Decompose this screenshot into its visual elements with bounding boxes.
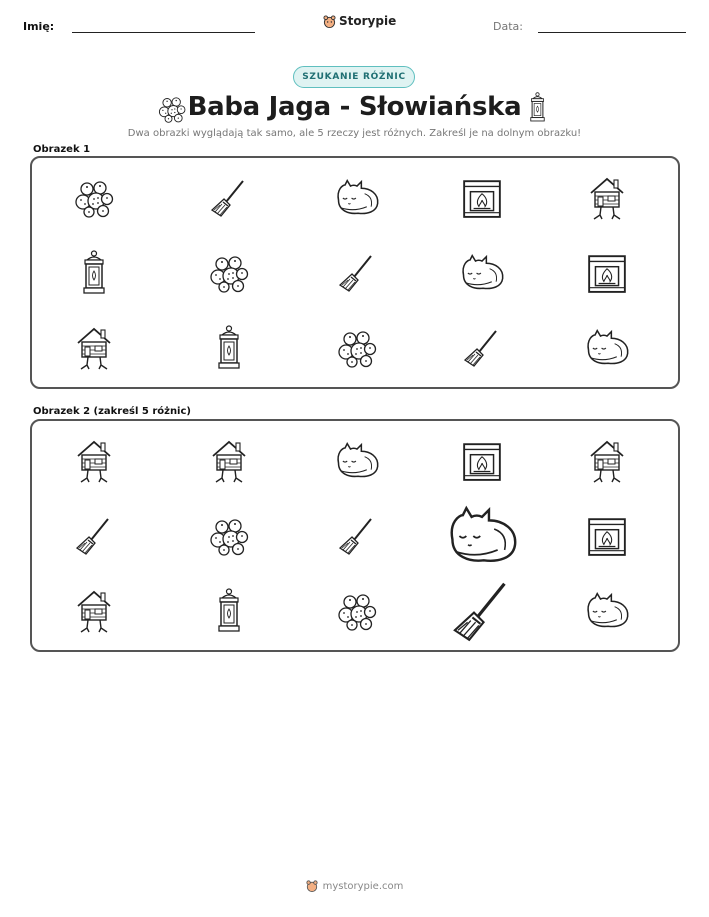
broom-icon[interactable] xyxy=(209,178,249,218)
broom-icon[interactable] xyxy=(74,516,114,556)
fireplace-icon[interactable] xyxy=(461,440,503,482)
berries-icon[interactable] xyxy=(209,516,249,556)
broom-icon-graphic xyxy=(337,516,377,556)
berries-icon-graphic xyxy=(209,253,249,293)
berries-icon-graphic xyxy=(209,516,249,556)
worksheet-type-badge: SZUKANIE RÓŻNIC xyxy=(293,66,415,88)
cat-icon[interactable] xyxy=(332,441,382,481)
fireplace-icon[interactable] xyxy=(586,252,628,294)
date-label: Data: xyxy=(493,20,523,33)
hut-icon[interactable] xyxy=(74,588,114,634)
date-field-line[interactable] xyxy=(538,32,686,33)
berries-icon[interactable] xyxy=(209,253,249,293)
hut-icon-graphic xyxy=(74,438,114,484)
brand-logo xyxy=(323,14,396,28)
lantern-icon-graphic xyxy=(215,588,243,634)
fireplace-icon-graphic xyxy=(586,252,628,294)
berries-icon[interactable] xyxy=(337,328,377,368)
cat-icon-graphic xyxy=(582,591,632,631)
lantern-icon[interactable] xyxy=(215,588,243,634)
hut-icon-graphic xyxy=(74,325,114,371)
panel2-label: Obrazek 2 (zakreśl 5 różnic) xyxy=(33,406,191,417)
footer-url[interactable]: mystorypie.com xyxy=(322,880,404,892)
lantern-icon-graphic xyxy=(80,250,108,296)
berries-icon-graphic xyxy=(337,591,377,631)
cat-icon-graphic xyxy=(442,504,522,568)
fireplace-icon-graphic xyxy=(586,515,628,557)
fireplace-icon[interactable] xyxy=(586,515,628,557)
berries-icon[interactable] xyxy=(74,178,114,218)
lantern-icon[interactable] xyxy=(215,325,243,371)
cat-icon-graphic xyxy=(332,178,382,218)
name-label: Imię: xyxy=(23,20,55,33)
cat-icon[interactable] xyxy=(442,504,522,568)
broom-icon-graphic xyxy=(450,579,514,643)
broom-icon-graphic xyxy=(462,328,502,368)
cat-icon[interactable] xyxy=(582,591,632,631)
cat-icon[interactable] xyxy=(332,178,382,218)
cat-icon-graphic xyxy=(457,253,507,293)
hut-icon[interactable] xyxy=(74,325,114,371)
hut-icon-graphic xyxy=(209,438,249,484)
broom-icon[interactable] xyxy=(462,328,502,368)
instructions: Dwa obrazki wyglądają tak samo, ale 5 rzeczy jest różnych. Zakreśl je na dolnym obrazku! xyxy=(127,128,582,139)
berries-icon[interactable] xyxy=(337,591,377,631)
storypie-logo-icon xyxy=(306,880,318,892)
cat-icon[interactable] xyxy=(457,253,507,293)
hut-icon-graphic xyxy=(587,175,627,221)
hut-icon-graphic xyxy=(74,588,114,634)
broom-icon-graphic xyxy=(337,253,377,293)
cat-icon-graphic xyxy=(582,328,632,368)
fireplace-icon[interactable] xyxy=(461,177,503,219)
broom-icon-graphic xyxy=(74,516,114,556)
hut-icon[interactable] xyxy=(74,438,114,484)
name-field-line[interactable] xyxy=(72,32,255,33)
lantern-icon xyxy=(528,92,547,123)
berries-icon-graphic xyxy=(337,328,377,368)
berries-icon-graphic xyxy=(74,178,114,218)
hut-icon[interactable] xyxy=(587,175,627,221)
picture-1-panel xyxy=(30,156,680,389)
broom-icon[interactable] xyxy=(337,253,377,293)
hut-icon[interactable] xyxy=(209,438,249,484)
picture-2-panel xyxy=(30,419,680,652)
footer xyxy=(0,880,709,892)
fireplace-icon-graphic xyxy=(461,440,503,482)
broom-icon[interactable] xyxy=(450,579,514,643)
broom-icon-graphic xyxy=(209,178,249,218)
storypie-logo-icon xyxy=(323,15,336,28)
panel1-label: Obrazek 1 xyxy=(33,144,91,155)
cat-icon[interactable] xyxy=(582,328,632,368)
fireplace-icon-graphic xyxy=(461,177,503,219)
broom-icon[interactable] xyxy=(337,516,377,556)
cat-icon-graphic xyxy=(332,441,382,481)
page-title: Baba Jaga - Słowiańska xyxy=(187,92,522,122)
hut-icon-graphic xyxy=(587,438,627,484)
lantern-icon-graphic xyxy=(215,325,243,371)
lantern-icon[interactable] xyxy=(80,250,108,296)
hut-icon[interactable] xyxy=(587,438,627,484)
brand-name: Storypie xyxy=(339,14,397,28)
